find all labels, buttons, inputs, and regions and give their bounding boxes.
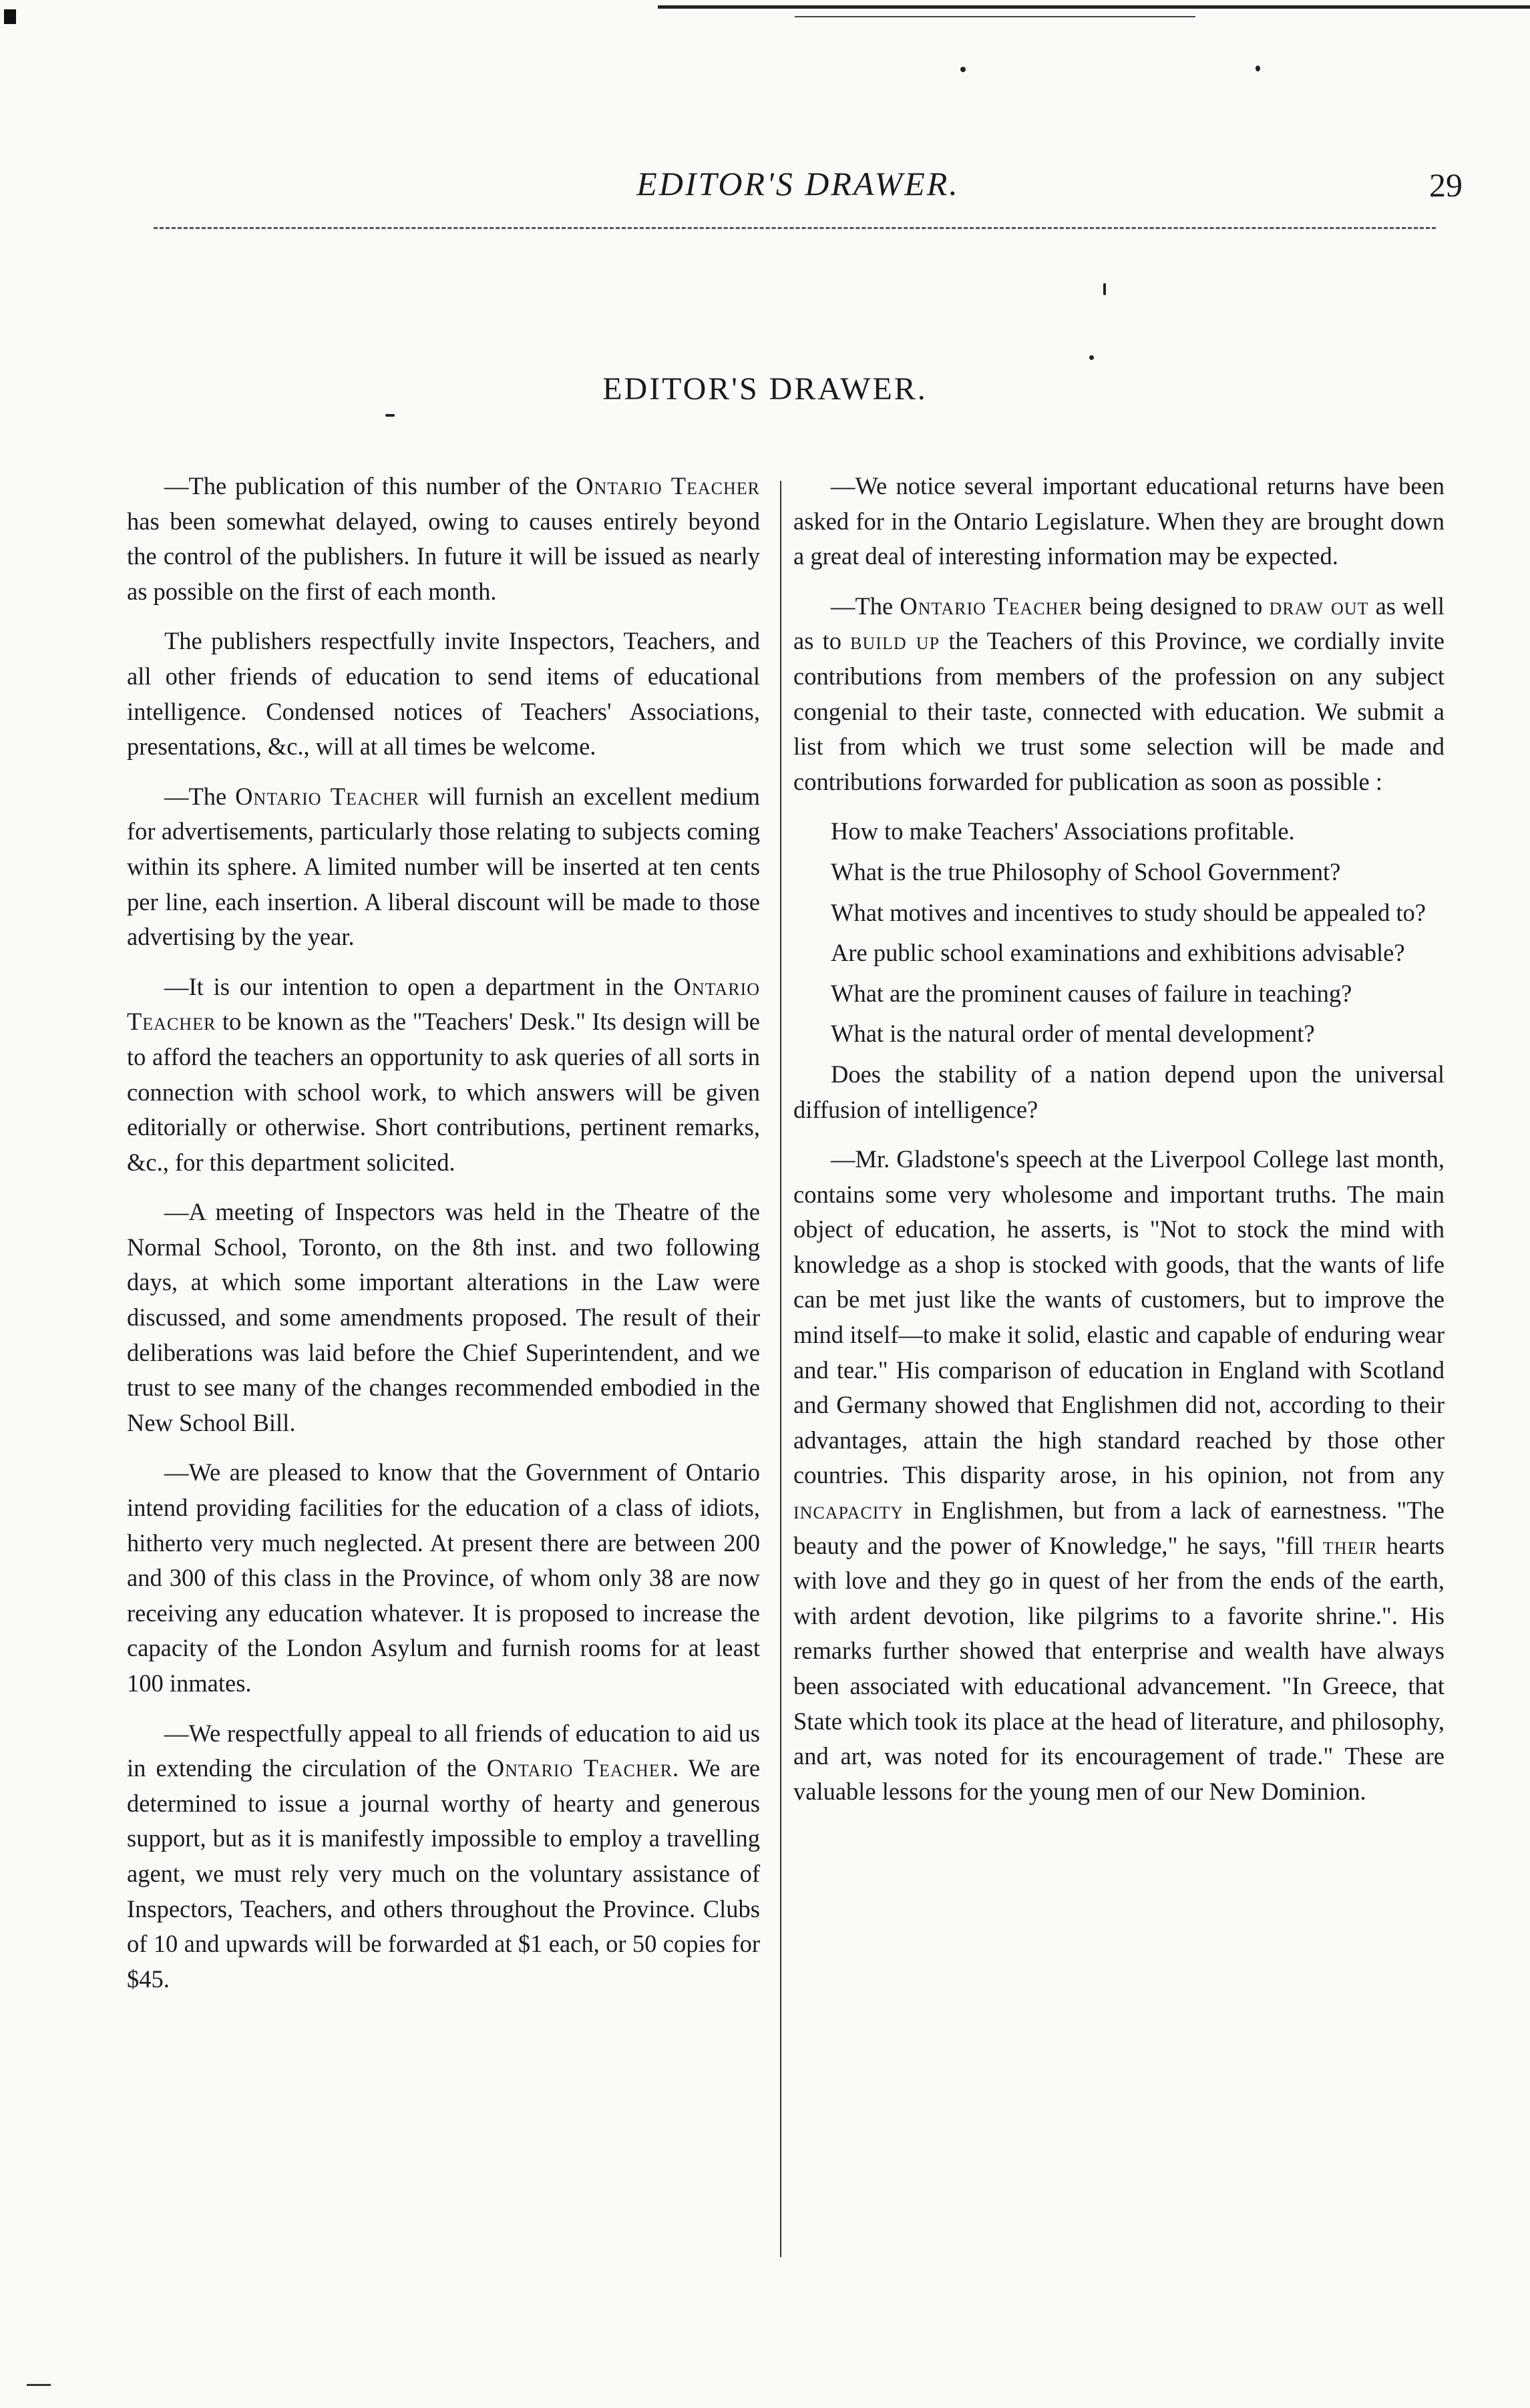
paragraph-inspectors-meeting: —A meeting of Inspectors was held in the Theatre of the Normal School, Toronto, on the 8th inst. and two following days, at which some important alterations in the Law were discussed, and some amendments proposed. The result of their deliberations was laid before the Chief Superintendent, and we trust to see many of the changes recommended embodied in the New School Bill. — [127, 1198, 760, 1436]
scan-top-rule-secondary — [795, 16, 1195, 17]
paragraph-publication-delay: —The publication of this number of the Ontario Teacher has been somewhat delayed, owing to causes entirely beyond the control of the publishers. In future it will be issued as nearly as possible on the first of each month. — [127, 472, 761, 605]
question-item: What motives and incentives to study should be appealed to? — [831, 898, 1426, 926]
scan-bottom-mark — [27, 2384, 51, 2386]
right-column — [793, 469, 1445, 1824]
paragraph-legislature-returns: —We notice several important educational returns have been asked for in the Ontario Legislature. When they are brought down a great deal of interesting information may be expected. — [793, 472, 1445, 570]
paragraph-circulation-appeal: —We respectfully appeal to all friends of education to aid us in extending the circulation of the Ontario Teacher. We are determined to issue a journal worthy of hearty and generous support, but as it is manifestly impossible to employ a travelling agent, we must rely very much on the voluntary assistance of Inspectors, Teachers, and others throughout the Province. Clubs of 10 and upwards will be forwarded at $1 each, or 50 copies for $45. — [127, 1719, 761, 1993]
question-item: What are the prominent causes of failure in teaching? — [831, 979, 1352, 1007]
scan-speck — [1103, 283, 1106, 295]
running-title: EDITOR'S DRAWER. — [636, 165, 960, 202]
running-header — [134, 160, 1463, 214]
question-item: How to make Teachers' Associations profitable. — [831, 817, 1295, 845]
left-column — [127, 469, 760, 2011]
scan-top-rule — [658, 5, 1530, 9]
question-item: Are public school examinations and exhibitions advisable? — [831, 939, 1405, 967]
question-item: Does the stability of a nation depend upon the universal diffusion of intelligence? — [793, 1060, 1445, 1123]
scan-speck — [1256, 65, 1260, 71]
scan-speck — [960, 67, 966, 72]
paragraph-gladstone-speech: —Mr. Gladstone's speech at the Liverpool College last month, contains some very wholesome and important truths. The main object of education, he asserts, is "Not to stock the mind with knowledge as a shop is stocked with goods, that the wants of life can be met just like the wants of customers, but to improve the mind itself—to make it solid, elastic and capable of enduring wear and tear." His comparison of education in England with Scotland and Germany showed that Englishmen did not, according to their advantages, attain the high standard reached by those other countries. This disparity arose, in his opinion, not from any incapacity in Englishmen, but from a lack of earnestness. "The beauty and the power of Knowledge," he says, "fill their hearts with love and they go in quest of her from the ends of the earth, with ardent devotion, like pilgrims to a favorite shrine.". His remarks further showed that enterprise and wealth have always been associated with educational advancement. "In Greece, that State which took its place at the head of literature, and philosophy, and art, was noted for its encouragement of trade." These are valuable lessons for the young men of our New Dominion. — [793, 1145, 1445, 1805]
scan-corner-mark — [4, 9, 16, 24]
section-title: EDITOR'S DRAWER. — [602, 371, 928, 407]
header-rule — [154, 227, 1436, 229]
question-item: What is the natural order of mental development? — [831, 1020, 1315, 1048]
paragraph-asylum: —We are pleased to know that the Government of Ontario intend providing facilities for the education of a class of idiots, hitherto very much neglected. At present there are between 200 and 300 of this class in the Province, of whom only 38 are now receiving any education whatever. It is proposed to increase the capacity of the London Asylum and furnish rooms for at least 100 inmates. — [127, 1458, 760, 1697]
question-item: What is the true Philosophy of School Government? — [831, 857, 1341, 885]
paragraph-advertisements: —The Ontario Teacher will furnish an excellent medium for advertisements, particularly those relating to subjects coming within its sphere. A limited number will be inserted at ten cents per line, each insertion. A liberal discount will be made to those advertising by the year. — [127, 782, 761, 951]
paragraph-contributions: —The Ontario Teacher being designed to draw out as well as to build up the Teachers of this Province, we cordially invite contributions from members of the profession on any subject congenial to their taste, connected with education. We submit a list from which we trust some selection will be made and contributions forwarded for publication as soon as possible : — [793, 592, 1445, 795]
column-divider — [780, 481, 781, 2257]
scan-speck — [1089, 355, 1094, 360]
paragraph-teachers-desk: —It is our intention to open a department in the Ontario Teacher to be known as the "Teachers' Desk." Its design will be to afford the teachers an opportunity to ask queries of all sorts in connection with school work, to which answers will be given editorially or otherwise. Short contributions, pertinent remarks, &c., for this department solicited. — [127, 972, 760, 1176]
page-number: 29 — [1429, 166, 1463, 204]
paragraph-invite-items: The publishers respectfully invite Inspectors, Teachers, and all other friends of education to send items of educational intelligence. Condensed notices of Teachers' Associations, presentations, &c., will at all times be welcome. — [127, 627, 760, 761]
scan-speck — [385, 414, 395, 417]
